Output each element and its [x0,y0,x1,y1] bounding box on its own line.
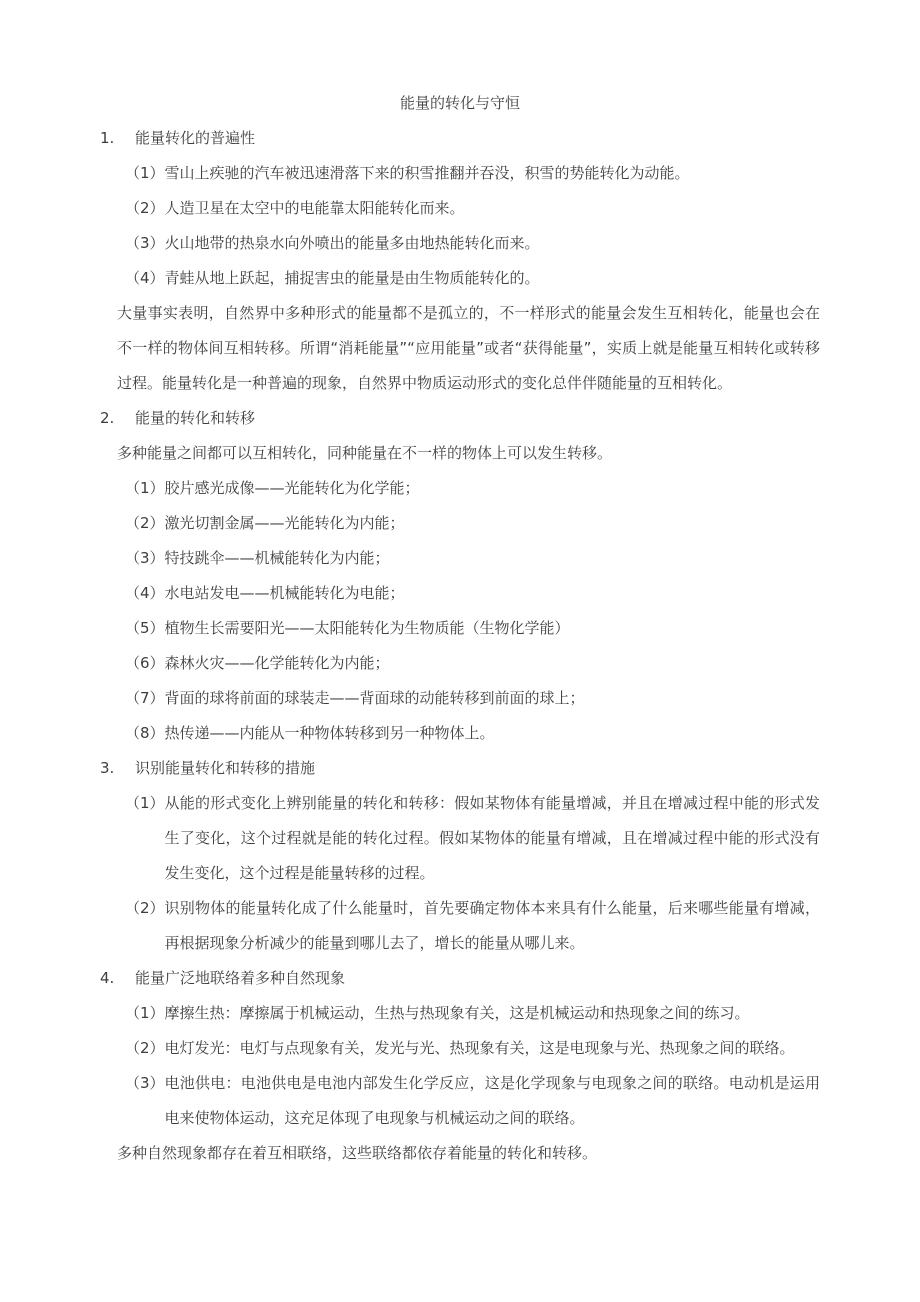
item-marker: （1） [125,479,165,497]
item-marker: （8） [125,724,165,742]
section-title: 识别能量转化和转移的措施 [135,759,316,777]
item-marker: （2） [125,899,165,917]
section-intro-paragraph: 多种能量之间都可以互相转化，同种能量在不一样的物体上可以发生转移。 [117,444,613,462]
list-item [125,191,820,226]
document-title: 能量的转化与守恒 [399,94,520,112]
item-marker: （1） [125,794,165,812]
section-4-heading-row [100,961,820,996]
item-text: 电池供电：电池供电是电池内部发生化学反应，这是化学现象与电现象之间的联络。电动机是运用电来使物体运动，这充足体现了电现象与机械运动之间的联络。 [164,1074,820,1127]
list-item [125,471,820,506]
list-item [125,786,820,891]
list-item [125,1031,820,1066]
list-item [125,646,820,681]
list-item [125,261,820,296]
section-3-heading-row [100,751,820,786]
item-text: 水电站发电——机械能转化为电能； [164,584,405,602]
section-4 [100,961,820,1171]
item-text: 摩擦生热：摩擦属于机械运动，生热与热现象有关，这是机械运动和热现象之间的练习。 [164,1004,750,1022]
section-title: 能量转化的普遍性 [135,129,256,147]
section-title: 能量广泛地联络着多种自然现象 [135,969,346,987]
item-marker: （2） [125,514,165,532]
list-item [125,611,820,646]
item-marker: （3） [125,234,165,252]
list-item [125,156,820,191]
item-text: 热传递——内能从一种物体转移到另一种物体上。 [164,724,495,742]
item-text: 激光切割金属——光能转化为内能； [164,514,405,532]
item-text: 识别物体的能量转化成了什么能量时，首先要确定物体本来具有什么能量，后来哪些能量有增减，再根据现象分析减少的能量到哪儿去了，增长的能量从哪儿来。 [164,899,820,952]
item-marker: （1） [125,1004,165,1022]
list-item [125,681,820,716]
item-marker: （5） [125,619,165,637]
item-text: 胶片感光成像——光能转化为化学能； [164,479,420,497]
section-number: 1. [100,129,115,147]
item-marker: （4） [125,584,165,602]
item-text: 青蛙从地上跃起，捕捉害虫的能量是由生物质能转化的。 [164,269,540,287]
item-marker: （3） [125,549,165,567]
section-2-heading-row [100,401,820,436]
item-text: 电灯发光：电灯与点现象有关，发光与光、热现象有关，这是电现象与光、热现象之间的联络。 [164,1039,795,1057]
item-text: 特技跳伞——机械能转化为内能； [164,549,390,567]
section-1 [100,121,820,401]
list-item [125,996,820,1031]
item-marker: （3） [125,1074,165,1092]
section-1-heading-row [100,121,820,156]
list-item [125,891,820,961]
section-summary-paragraph: 大量事实表明，自然界中多种形式的能量都不是孤立的，不一样形式的能量会发生互相转化，能量也会在不一样的物体间互相转移。所谓“消耗能量”“应用能量”或者“获得能量”，实质上就是能量互相转化或转移过程。能量转化是一种普遍的现象，自然界中物质运动形式的变化总伴伴随能量的互相转化。 [117,304,820,392]
item-marker: （4） [125,269,165,287]
item-text: 森林火灾——化学能转化为内能； [164,654,390,672]
section-number: 4. [100,969,115,987]
item-marker: （2） [125,1039,165,1057]
section-number: 2. [100,409,115,427]
section-summary-paragraph: 多种自然现象都存在着互相联络，这些联络都依存着能量的转化和转移。 [117,1144,598,1162]
list-item [125,576,820,611]
section-title: 能量的转化和转移 [135,409,256,427]
item-marker: （1） [125,164,165,182]
section-number: 3. [100,759,115,777]
section-2 [100,401,820,751]
item-text: 雪山上疾驰的汽车被迅速滑落下来的积雪推翻并吞没，积雪的势能转化为动能。 [164,164,690,182]
item-marker: （6） [125,654,165,672]
section-3 [100,751,820,961]
item-marker: （7） [125,689,165,707]
list-item [125,541,820,576]
list-item [125,226,820,261]
list-item [125,506,820,541]
item-text: 背面的球将前面的球装走——背面球的动能转移到前面的球上； [164,689,585,707]
item-marker: （2） [125,199,165,217]
item-text: 从能的形式变化上辨别能量的转化和转移：假如某物体有能量增减，并且在增减过程中能的形式发生了变化，这个过程就是能的转化过程。假如某物体的能量有增减，且在增减过程中能的形式没有发生变化，这个过程是能量转移的过程。 [164,794,820,882]
item-text: 火山地带的热泉水向外喷出的能量多由地热能转化而来。 [164,234,540,252]
item-text: 植物生长需要阳光——太阳能转化为生物质能（生物化学能） [164,619,570,637]
list-item [125,716,820,751]
list-item [125,1066,820,1136]
item-text: 人造卫星在太空中的电能靠太阳能转化而来。 [164,199,465,217]
